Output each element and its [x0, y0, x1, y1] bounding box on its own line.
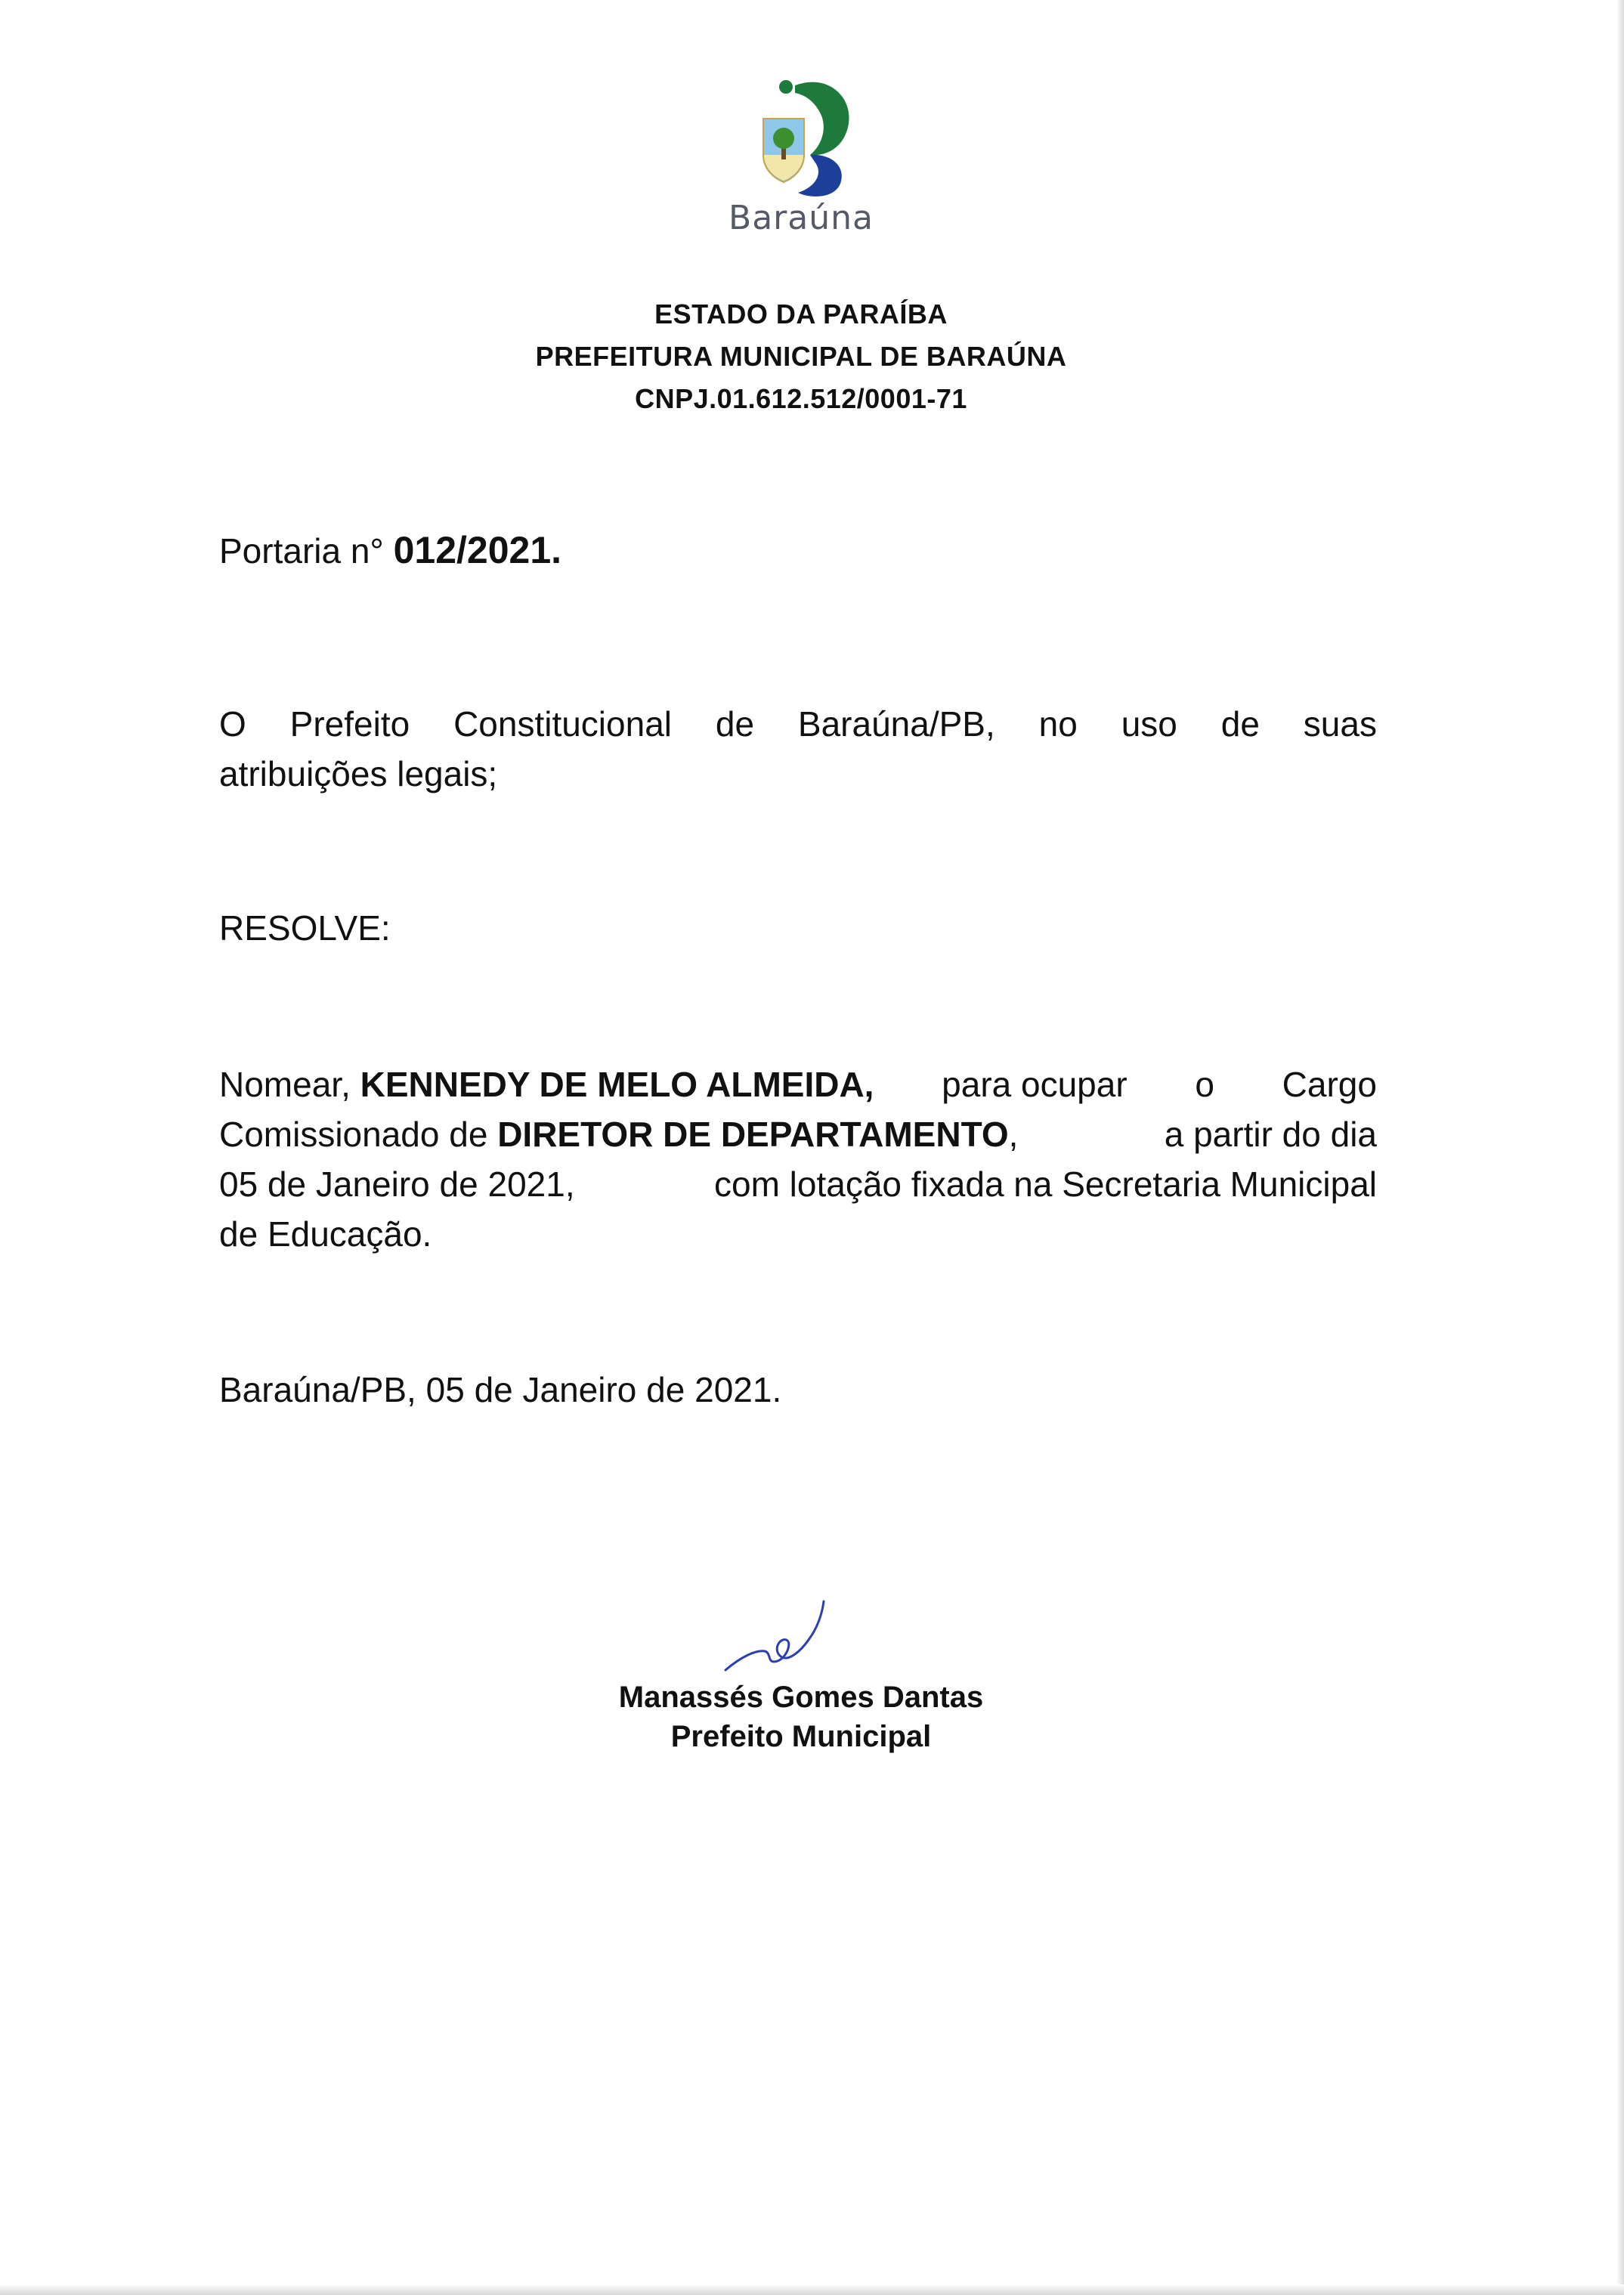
portaria-label: Portaria n°: [219, 531, 384, 571]
intro-line-1: [219, 699, 1377, 749]
appointment-text: com lotação fixada na Secretaria Municipal: [713, 1165, 1377, 1204]
appointment-verb: Nomear,: [219, 1065, 351, 1104]
header-cnpj: CNPJ.01.612.512/0001-71: [635, 383, 967, 414]
signatory-block: [529, 1678, 1073, 1756]
resolve-heading: RESOLVE:: [219, 908, 391, 948]
intro-word: suas: [1303, 704, 1377, 744]
intro-word: Constitucional: [453, 704, 672, 744]
scan-edge-bottom: [0, 2284, 1624, 2295]
intro-word: Prefeito: [289, 704, 410, 744]
appointment-text: para ocupar: [942, 1065, 1128, 1104]
portaria-line: [219, 525, 1377, 576]
appointment-line-1: [219, 1059, 1377, 1109]
logo-text: Baraúna: [728, 199, 874, 237]
place-date-line: Baraúna/PB, 05 de Janeiro de 2021.: [219, 1370, 782, 1409]
appointment-text: Cargo: [1282, 1065, 1377, 1104]
intro-line-2: atribuições legais;: [219, 754, 498, 793]
logo-tree-crown-icon: [773, 128, 794, 149]
intro-paragraph: [219, 699, 1377, 799]
intro-word: uso: [1121, 704, 1177, 744]
header-prefecture: PREFEITURA MUNICIPAL DE BARAÚNA: [535, 341, 1067, 372]
appointment-text: ,: [1008, 1115, 1019, 1154]
appointment-text: a partir do dia: [1164, 1115, 1377, 1154]
signature-stroke-icon: [718, 1598, 846, 1681]
logo-emblem-icon: [725, 72, 877, 200]
appointment-line-2: [219, 1109, 1377, 1159]
appointment-line-4: de Educação.: [219, 1214, 432, 1254]
intro-word: Baraúna/PB,: [797, 704, 995, 744]
position-title: DIRETOR DE DEPARTAMENTO: [497, 1115, 1009, 1154]
handwritten-signature: [718, 1598, 846, 1681]
intro-word: de: [715, 704, 755, 744]
logo-dot-icon: [779, 80, 793, 94]
appointee-name: KENNEDY DE MELO ALMEIDA,: [360, 1065, 874, 1104]
appointment-date: 05 de Janeiro de 2021,: [219, 1165, 575, 1204]
appointment-text: o: [1195, 1065, 1214, 1104]
portaria-number: 012/2021.: [393, 529, 562, 571]
scan-edge-right: [1616, 0, 1624, 2295]
signatory-title: Prefeito Municipal: [670, 1720, 932, 1753]
municipal-logo: [725, 72, 907, 246]
signatory-name: Manassés Gomes Dantas: [618, 1681, 984, 1714]
header-state: ESTADO DA PARAÍBA: [654, 298, 948, 329]
logo-blue-arc-icon: [798, 155, 842, 196]
appointment-paragraph: [219, 1059, 1377, 1259]
intro-word: de: [1220, 704, 1260, 744]
intro-word: O: [219, 704, 246, 744]
appointment-line-3: [219, 1159, 1377, 1209]
document-header: [0, 293, 1602, 420]
appointment-text: Comissionado de: [219, 1115, 488, 1154]
intro-word: no: [1038, 704, 1078, 744]
